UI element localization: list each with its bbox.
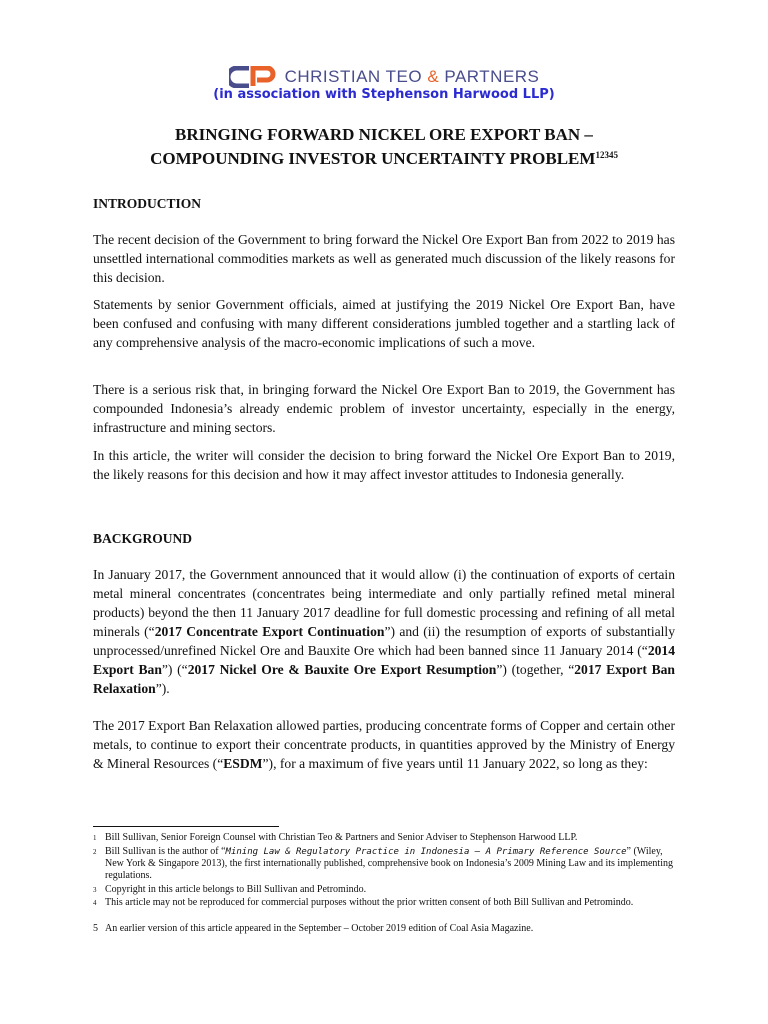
bg-p1-term-3: 2017 Nickel Ore & Bauxite Ore Export Resumption [187, 662, 497, 677]
bg-p1-term-4: 2017 Export Ban Relaxation [93, 662, 675, 696]
intro-paragraph-3: There is a serious risk that, in bringing forward the Nickel Ore Export Ban to 2019, the Government has compounded Indonesia’s already endemic problem of investor uncertainty, especially in the energy, infrastructure and mining sectors. [93, 382, 675, 435]
bg-p1-term-2: 2014 Export Ban [93, 643, 675, 677]
footnote-4 [93, 897, 675, 909]
intro-paragraph-4: In this article, the writer will consider the decision to bring forward the Nickel Ore Export Ban to 2019, the likely reasons for this decision and how it may affect investor attitudes to Indonesia generally. [93, 448, 675, 482]
logo-text [285, 67, 540, 87]
background-paragraph-2 [93, 716, 675, 773]
bg-p1-term-1: 2017 Concentrate Export Continuation [154, 624, 385, 639]
bg-p2-term: ESDM [223, 756, 263, 771]
footnote-text: An earlier version of this article appeared in the September – October 2019 edition of Coal Asia Magazine. [105, 923, 534, 934]
bg-p2-text-c: ”), for a maximum of five years until 11 January 2022, so long as they: [262, 756, 648, 771]
title-footnote-refs: 12345 [595, 150, 618, 160]
bg-p1-text-d: ”) (“ [161, 662, 188, 677]
footnote-3 [93, 884, 675, 896]
footnote-1 [93, 832, 675, 844]
logo-amp: & [427, 67, 440, 86]
article-title [90, 124, 678, 169]
intro-paragraph-1: The recent decision of the Government to bring forward the Nickel Ore Export Ban from 2022 to 2019 has unsettled international commodities markets as well as generated much discussion of the likely reasons for this decision. [93, 232, 675, 285]
footnote-text: Bill Sullivan, Senior Foreign Counsel with Christian Teo & Partners and Senior Adviser to Stephenson Harwood LLP. [105, 832, 578, 843]
background-paragraph-1 [93, 565, 675, 698]
footnote-text [105, 846, 675, 882]
bg-p1-text-e: ”) (together, “ [496, 662, 575, 677]
bg-p2-text-a: The 2017 Export Ban Relaxation allowed parties, producing concentrate forms of Copper and certain other metals, to continue to export their concentrate products, in quantities approved by the Ministry of Energy & Mineral Resources (“ [93, 718, 675, 771]
bg-p1-text-f: ”). [155, 681, 170, 696]
title-line-1: BRINGING FORWARD NICKEL ORE EXPORT BAN – [175, 125, 593, 144]
footnote-5 [93, 923, 675, 935]
association-line: (in association with Stephenson Harwood LLP) [213, 87, 555, 102]
book-title: Mining Law & Regulatory Practice in Indonesia – A Primary Reference Source [225, 847, 627, 857]
firm-logo [0, 66, 768, 88]
footnote-text: Copyright in this article belongs to Bill Sullivan and Petromindo. [105, 884, 367, 895]
footnote-2-post: ” (Wiley, New York & Singapore 2013), the first internationally published, comprehensive book on Indonesia’s 2009 Mining Law and its implementing regulations. [105, 846, 673, 881]
cp-logo-icon [229, 66, 279, 88]
introduction-heading: INTRODUCTION [93, 196, 202, 211]
intro-paragraph-2: Statements by senior Government officials, aimed at justifying the 2019 Nickel Ore Export Ban, have been confused and confusing with many different considerations jumbled together and a startling lack of any comprehensive analysis of the macro-economic implications of such a move. [93, 297, 675, 350]
footnote-divider [93, 826, 279, 827]
footnote-2 [93, 846, 675, 882]
title-line-2 [90, 145, 678, 169]
background-heading: BACKGROUND [93, 531, 193, 546]
footnote-2-pre: Bill Sullivan is the author of “ [105, 846, 226, 857]
footnote-number: 1 [93, 834, 97, 842]
logo-partners: PARTNERS [444, 67, 540, 86]
bg-p1-text-a: In January 2017, the Government announced that it would allow (i) the continuation of exports of certain metal mineral concentrates (concentrates being intermediate and only partially refined metal mineral products) beyond the then 11 January 2017 deadline for full domestic processing and refining of all metal minerals (“ [93, 567, 675, 639]
footnote-number: 4 [93, 899, 97, 907]
title-line-2-text: COMPOUNDING INVESTOR UNCERTAINTY PROBLEM [150, 149, 596, 168]
footnote-number: 2 [93, 848, 97, 856]
logo-name: CHRISTIAN TEO [284, 67, 423, 86]
footnote-number: 3 [93, 886, 97, 894]
footnote-number: 5 [93, 923, 98, 934]
bg-p1-text-c: ”) and (ii) the resumption of exports of substantially unprocessed/unrefined Nickel Ore and Bauxite Ore which had been banned since 11 January 2014 (“ [93, 624, 675, 658]
footnote-text: This article may not be reproduced for commercial purposes without the prior written consent of both Bill Sullivan and Petromindo. [105, 897, 634, 908]
